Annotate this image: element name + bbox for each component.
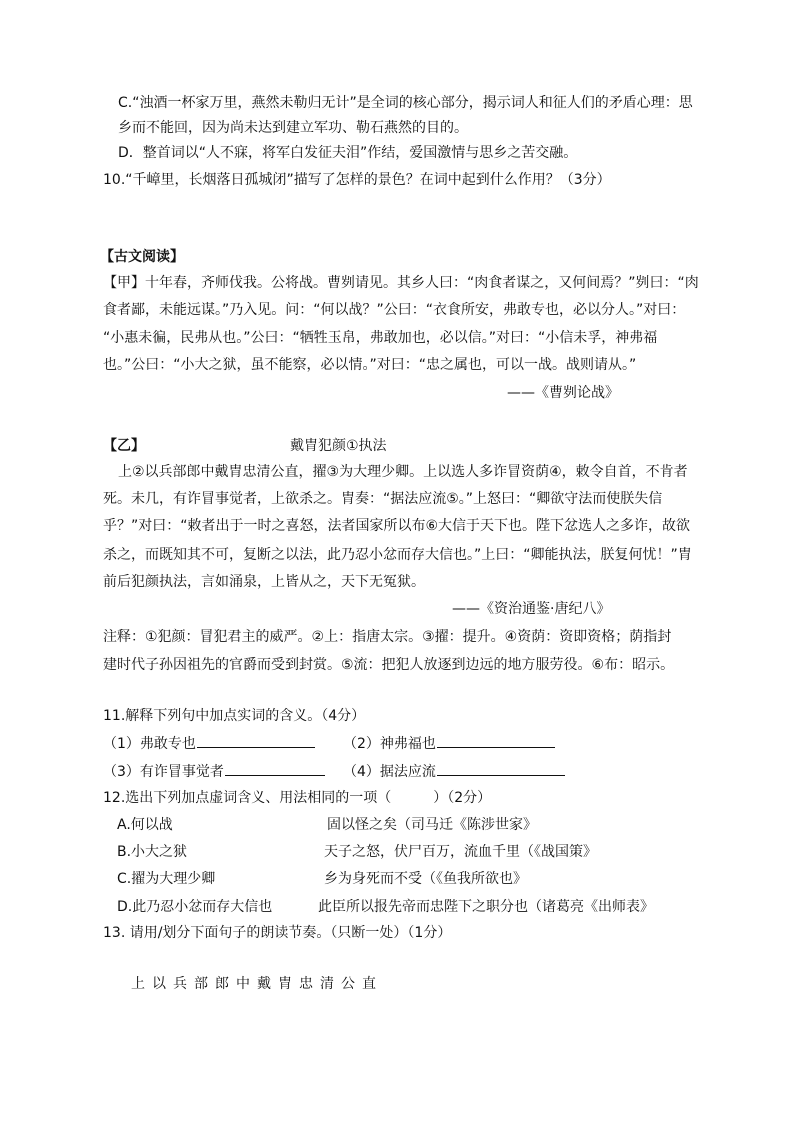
q11-item-1-text: （1）弗敢专也 <box>103 736 196 752</box>
jia-line-2: 食者鄙，未能远谋。”乃入见。问：“何以战？”公曰：“衣食所安，弗敢专也，必以分人。”对曰： <box>103 302 686 318</box>
question-11-stem: 11.解释下列句中加点实词的含义。（4分） <box>103 708 366 724</box>
option-d: D．整首词以“人不寐，将军白发征夫泪”作结，爱国激情与思乡之苦交融。 <box>118 145 578 161</box>
option-c-line-2: 乡而不能回，因为尚未达到建立军功、勒石燕然的目的。 <box>118 120 468 136</box>
option-c-line-1: C.“浊酒一杯家万里，燕然未勒归无计”是全词的核心部分，揭示词人和征人们的矛盾心理：思 <box>118 95 693 111</box>
q12-option-c: C.擢为大理少卿 <box>117 871 216 887</box>
q11-item-3 <box>103 761 325 782</box>
q12-option-d-compare: 此臣所以报先帝而忠陛下之职分也（诸葛亮《出师表》 <box>318 899 654 915</box>
jia-line-1: 【甲】十年春，齐师伐我。公将战。曹刿请见。其乡人曰：“肉食者谋之，又何间焉？”刿曰：“肉 <box>103 275 699 291</box>
answer-blank-2[interactable] <box>437 733 555 748</box>
yi-line-4: 杀之，而既知其不可，复断之以法，此乃忍小忿而存大信也。”上曰：“卿能执法，朕复何忧！”胄 <box>103 547 692 563</box>
notes-line-2: 建时代子孙因祖先的官爵而受到封赏。⑤流：把犯人放逐到边远的地方服劳役。⑥布：昭示。 <box>103 657 675 673</box>
answer-blank-1[interactable] <box>197 733 315 748</box>
answer-blank-3[interactable] <box>225 761 325 776</box>
question-10: 10.“千嶂里，长烟落日孤城闭”描写了怎样的景色？在词中起到什么作用？（3分） <box>103 172 611 188</box>
q11-item-4 <box>343 761 565 782</box>
jia-line-3: “小惠未徧，民弗从也。”公曰：“牺牲玉帛，弗敢加也，必以信。”对曰：“小信未孚，神弗福 <box>103 330 658 346</box>
q12-option-a-compare: 固以怪之矣（司马迁《陈涉世家》 <box>327 817 537 833</box>
q12-option-c-compare: 乡为身死而不受（《鱼我所欲也》 <box>324 871 527 887</box>
q12-option-b-compare: 天子之怒，伏尸百万，流血千里（《战国策》 <box>324 844 597 860</box>
yi-line-3: 乎？”对曰：“敕者出于一时之喜怒，法者国家所以布⑥大信于天下也。陛下忿选人之多诈，故欲 <box>103 518 691 534</box>
q11-item-2 <box>343 733 555 754</box>
jia-line-4: 也。”公曰：“小大之狱，虽不能察，必以情。”对曰：“忠之属也，可以一战。战则请从。” <box>103 357 637 373</box>
yi-line-5: 前后犯颜执法，言如涌泉，上皆从之，天下无冤狱。 <box>103 574 425 590</box>
q12-option-a: A.何以战 <box>117 817 173 833</box>
yi-title: 戴胄犯颜①执法 <box>290 438 387 454</box>
q11-item-1 <box>103 733 315 754</box>
classical-heading: 【古文阅读】 <box>100 249 184 265</box>
q11-item-2-text: （2）神弗福也 <box>343 736 436 752</box>
yi-label: 【乙】 <box>103 438 145 454</box>
q13-sentence: 上以兵部郎中戴胄忠清公直 <box>131 976 383 992</box>
yi-source: ——《资治通鉴·唐纪八》 <box>452 601 611 617</box>
q11-item-4-text: （4）据法应流 <box>343 764 436 780</box>
q12-option-d: D.此乃忍小忿而存大信也 <box>117 899 273 915</box>
question-13-stem: 13. 请用/划分下面句子的朗读节奏。（只断一处）（1分） <box>103 925 452 941</box>
yi-line-1: 上②以兵部郎中戴胄忠清公直，擢③为大理少卿。上以选人多诈冒资荫④，敕令自首，不肯者 <box>118 464 688 480</box>
answer-blank-4[interactable] <box>437 761 565 776</box>
yi-line-2: 死。未几，有诈冒事觉者，上欲杀之。胄奏：“据法应流⑤。”上怒曰：“卿欲守法而使朕失信 <box>103 491 663 507</box>
q11-item-3-text: （3）有诈冒事觉者 <box>103 764 224 780</box>
notes-line-1: 注释：①犯颜：冒犯君主的威严。②上：指唐太宗。③擢：提升。④资荫：资即资格；荫指封 <box>103 629 672 645</box>
jia-source: ——《曹刿论战》 <box>507 385 619 401</box>
q12-option-b: B.小大之狱 <box>117 844 188 860</box>
question-12-stem: 12.选出下列加点虚词含义、用法相同的一项（ ）（2分） <box>103 790 492 806</box>
